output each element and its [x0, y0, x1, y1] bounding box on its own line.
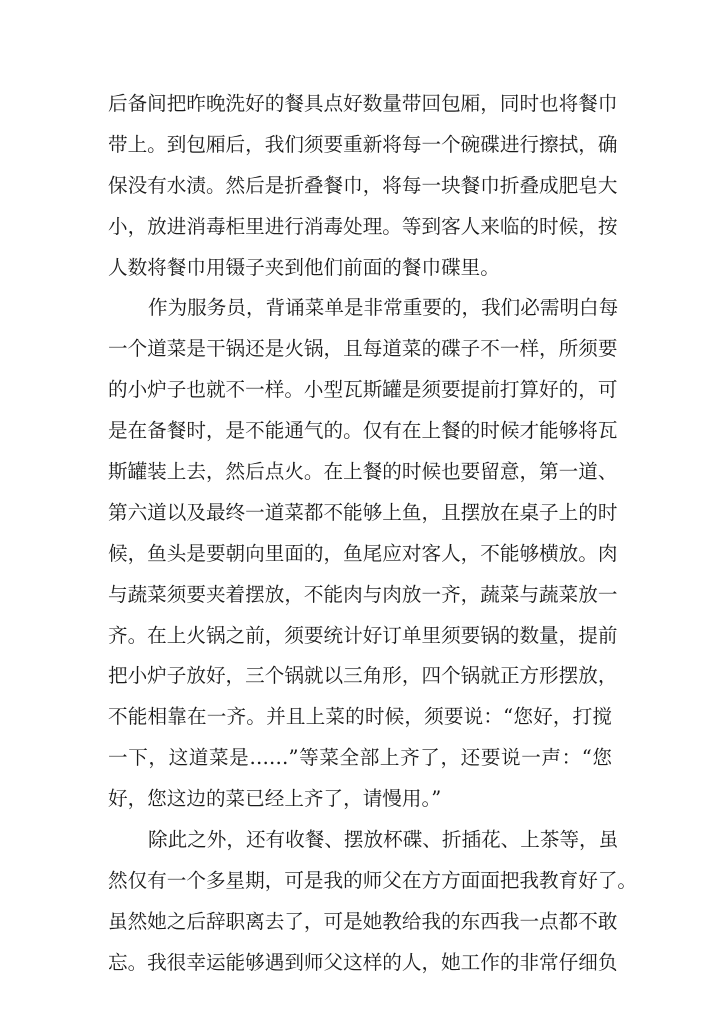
text-line: 忘。我很幸运能够遇到师父这样的人，她工作的非常仔细负 — [108, 950, 618, 974]
text-line: 作为服务员，背诵菜单是非常重要的，我们必需明白每 — [148, 296, 619, 320]
text-line: 一下，这道菜是……”等菜全部上齐了，还要说一声：“您 — [108, 746, 612, 770]
text-line: 人数将餐巾用镊子夹到他们前面的餐巾碟里。 — [108, 255, 500, 279]
text-line: 一个道菜是干锅还是火锅，且每道菜的碟子不一样，所须要 — [108, 337, 618, 361]
text-line: 小，放进消毒柜里进行消毒处理。等到客人来临的时候，按 — [108, 214, 618, 238]
text-line: 后备间把昨晚洗好的餐具点好数量带回包厢，同时也将餐巾 — [108, 92, 618, 115]
text-line: 与蔬菜须要夹着摆放，不能肉与肉放一齐，蔬菜与蔬菜放一 — [108, 582, 618, 606]
text-line: 的小炉子也就不一样。小型瓦斯罐是须要提前打算好的，可 — [108, 378, 618, 402]
text-line: 不能相靠在一齐。并且上菜的时候，须要说：“您好，打搅 — [108, 705, 612, 729]
text-line: 带上。到包厢后，我们须要重新将每一个碗碟进行擦拭，确 — [108, 132, 618, 156]
text-line: 好，您这边的菜已经上齐了，请慢用。” — [108, 787, 442, 811]
text-line: 第六道以及最终一道菜都不能够上鱼，且摆放在桌子上的时 — [108, 500, 618, 524]
text-line: 斯罐装上去，然后点火。在上餐的时候也要留意，第一道、 — [108, 460, 618, 484]
text-line: 虽然她之后辞职离去了，可是她教给我的东西我一点都不敢 — [108, 909, 618, 933]
text-line: 是在备餐时，是不能通气的。仅有在上餐的时候才能够将瓦 — [108, 419, 618, 443]
document-body — [108, 84, 638, 984]
text-line: 除此之外，还有收餐、摆放杯碟、折插花、上茶等，虽 — [148, 828, 619, 852]
text-line: 然仅有一个多星期，可是我的师父在方方面面把我教育好了。 — [108, 868, 638, 892]
text-line: 齐。在上火锅之前，须要统计好订单里须要锅的数量，提前 — [108, 623, 618, 647]
text-line: 把小炉子放好，三个锅就以三角形，四个锅就正方形摆放， — [108, 664, 618, 688]
text-line: 候，鱼头是要朝向里面的，鱼尾应对客人，不能够横放。肉 — [108, 541, 618, 565]
text-line: 保没有水渍。然后是折叠餐巾，将每一块餐巾折叠成肥皂大 — [108, 173, 618, 197]
